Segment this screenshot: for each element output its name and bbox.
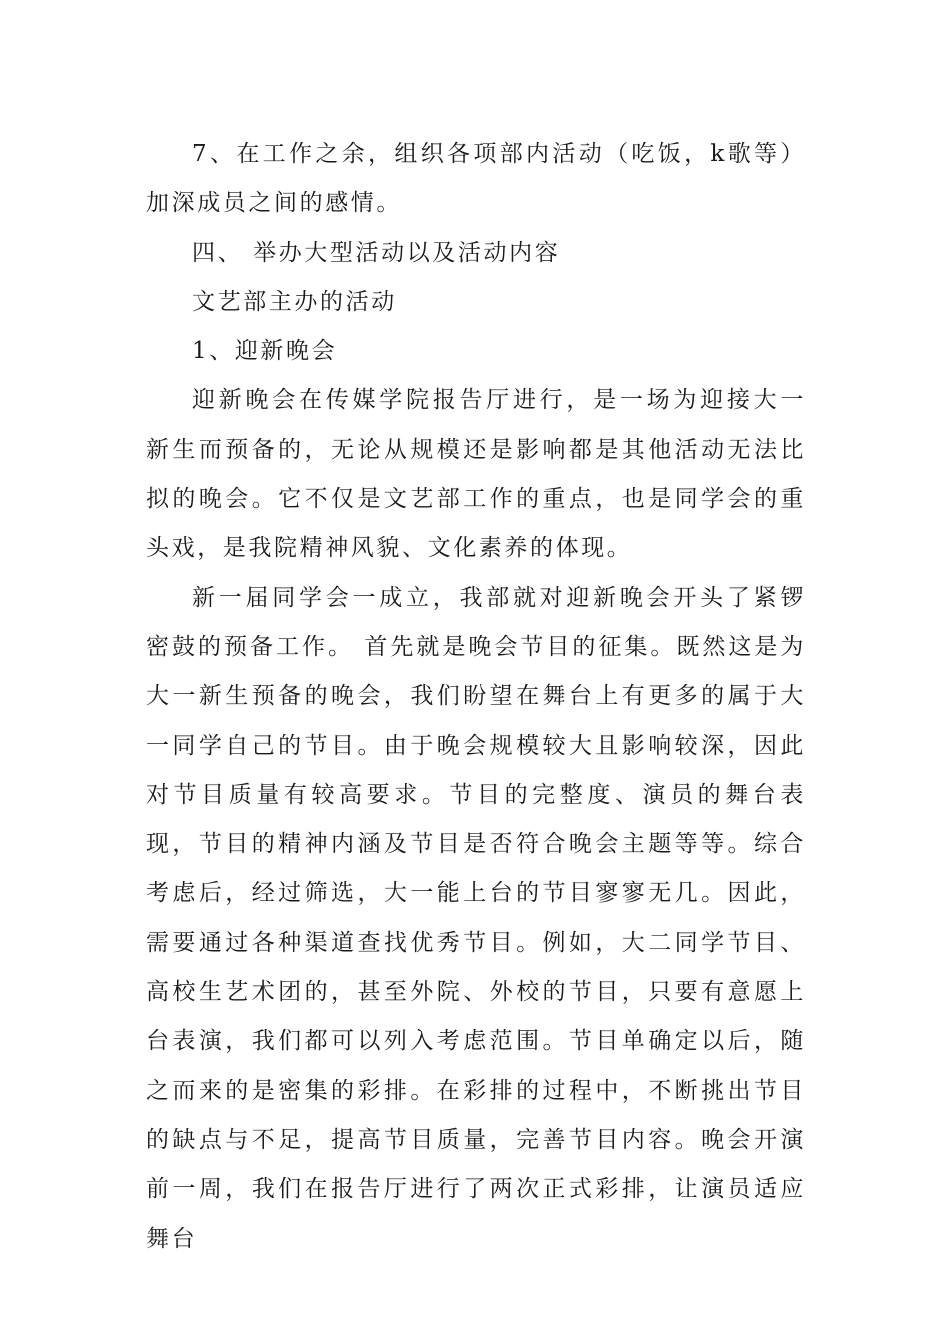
subheading-activities: 文艺部主办的活动 [192,288,397,315]
subheading-welcome-party: 1、迎新晚会 [192,338,338,365]
paragraph-welcome-party-intro: 迎新晚会在传媒学院报告厅进行，是一场为迎接大一新生而预备的，无论从规模还是影响都是其他活动无法比拟的晚会。它不仅是文艺部工作的重点，也是同学会的重头戏，是我院精神风貌、文化素养的体现。 [146,387,806,562]
paragraph-item-7: 7、在工作之余，组织各项部内活动（吃饭，k歌等）加深成员之间的感情。 [146,141,806,217]
paragraph-preparation: 新一届同学会一成立，我部就对迎新晚会开头了紧锣密鼓的预备工作。 首先就是晚会节目的征集。既然这是为大一新生预备的晚会，我们盼望在舞台上有更多的属于大一同学自己的节目。由于晚会规模较大且影响较深，因此对节目质量有较高要求。节目的完整度、演员的舞台表现，节目的精神内涵及节目是否符合晚会主题等等。综合考虑后，经过筛选，大一能上台的节目寥寥无几。因此，需要通过各种渠道查找优秀节目。例如，大二同学节目、高校生艺术团的，甚至外院、外校的节目，只要有意愿上台表演，我们都可以列入考虑范围。节目单确定以后，随之而来的是密集的彩排。在彩排的过程中，不断挑出节目的缺点与不足，提高节目质量，完善节目内容。晚会开演前一周，我们在报告厅进行了两次正式彩排，让演员适应舞台 [146,584,806,1252]
section-heading-4: 四、 举办大型活动以及活动内容 [192,239,561,266]
document-body [146,130,806,1264]
